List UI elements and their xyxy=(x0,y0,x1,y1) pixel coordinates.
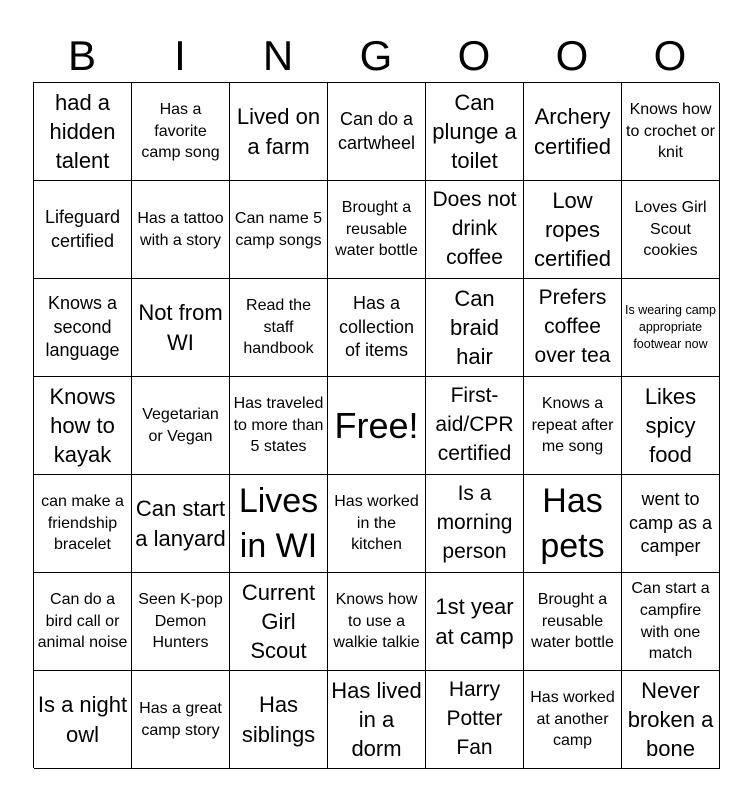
bingo-cell[interactable]: Vegetarian or Vegan xyxy=(132,377,230,475)
bingo-cell[interactable]: Does not drink coffee xyxy=(426,181,524,279)
bingo-cell[interactable]: Harry Potter Fan xyxy=(426,671,524,769)
header-letter-n: N xyxy=(262,32,294,79)
bingo-cell[interactable]: Has siblings xyxy=(230,671,328,769)
bingo-cell[interactable]: Can do a bird call or animal noise xyxy=(34,573,132,671)
bingo-cell[interactable]: Has lived in a dorm xyxy=(328,671,426,769)
bingo-cell[interactable]: Knows how to use a walkie talkie xyxy=(328,573,426,671)
bingo-cell[interactable]: Has a tattoo with a story xyxy=(132,181,230,279)
bingo-cell[interactable]: Has worked in the kitchen xyxy=(328,475,426,573)
bingo-cell[interactable]: Loves Girl Scout cookies xyxy=(622,181,720,279)
bingo-cell[interactable]: First-aid/CPR certified xyxy=(426,377,524,475)
bingo-cell[interactable]: Read the staff handbook xyxy=(230,279,328,377)
bingo-cell[interactable]: Knows a repeat after me song xyxy=(524,377,622,475)
bingo-header xyxy=(33,30,719,82)
bingo-cell[interactable]: Lifeguard certified xyxy=(34,181,132,279)
bingo-cell[interactable]: Can start a campfire with one match xyxy=(622,573,720,671)
bingo-cell[interactable]: Likes spicy food xyxy=(622,377,720,475)
bingo-cell[interactable]: Is a morning person xyxy=(426,475,524,573)
bingo-cell[interactable]: Prefers coffee over tea xyxy=(524,279,622,377)
bingo-cell[interactable]: Not from WI xyxy=(132,279,230,377)
header-letter-o3: O xyxy=(653,32,687,79)
bingo-cell[interactable]: Current Girl Scout xyxy=(230,573,328,671)
header-letter-o2: O xyxy=(555,32,589,79)
bingo-cell[interactable]: Has a favorite camp song xyxy=(132,83,230,181)
bingo-cell[interactable]: Is wearing camp appropriate footwear now xyxy=(622,279,720,377)
free-space[interactable]: Free! xyxy=(328,377,426,475)
bingo-cell[interactable]: Low ropes certified xyxy=(524,181,622,279)
bingo-cell[interactable]: Can start a lanyard xyxy=(132,475,230,573)
bingo-cell[interactable]: Has worked at another camp xyxy=(524,671,622,769)
bingo-cell[interactable]: Lives in WI xyxy=(230,475,328,573)
bingo-cell[interactable]: Never broken a bone xyxy=(622,671,720,769)
header-letter-g: G xyxy=(359,32,393,79)
bingo-cell[interactable]: Brought a reusable water bottle xyxy=(524,573,622,671)
bingo-cell[interactable]: Has pets xyxy=(524,475,622,573)
bingo-cell[interactable]: Knows a second language xyxy=(34,279,132,377)
bingo-cell[interactable]: had a hidden talent xyxy=(34,83,132,181)
bingo-cell[interactable]: Can name 5 camp songs xyxy=(230,181,328,279)
bingo-cell[interactable]: Can do a cartwheel xyxy=(328,83,426,181)
bingo-cell[interactable]: Has traveled to more than 5 states xyxy=(230,377,328,475)
header-letter-b: B xyxy=(67,32,96,79)
bingo-cell[interactable]: Can braid hair xyxy=(426,279,524,377)
bingo-cell[interactable]: Knows how to kayak xyxy=(34,377,132,475)
bingo-cell[interactable]: Seen K-pop Demon Hunters xyxy=(132,573,230,671)
bingo-cell[interactable]: went to camp as a camper xyxy=(622,475,720,573)
header-letter-o1: O xyxy=(457,32,491,79)
bingo-board xyxy=(33,82,719,768)
bingo-cell[interactable]: 1st year at camp xyxy=(426,573,524,671)
bingo-cell[interactable]: Lived on a farm xyxy=(230,83,328,181)
bingo-cell[interactable]: Is a night owl xyxy=(34,671,132,769)
bingo-cell[interactable]: Knows how to crochet or knit xyxy=(622,83,720,181)
bingo-cell[interactable]: Has a great camp story xyxy=(132,671,230,769)
bingo-cell[interactable]: can make a friendship bracelet xyxy=(34,475,132,573)
bingo-cell[interactable]: Brought a reusable water bottle xyxy=(328,181,426,279)
header-letter-i: I xyxy=(174,32,186,79)
bingo-cell[interactable]: Can plunge a toilet xyxy=(426,83,524,181)
bingo-cell[interactable]: Has a collection of items xyxy=(328,279,426,377)
bingo-cell[interactable]: Archery certified xyxy=(524,83,622,181)
